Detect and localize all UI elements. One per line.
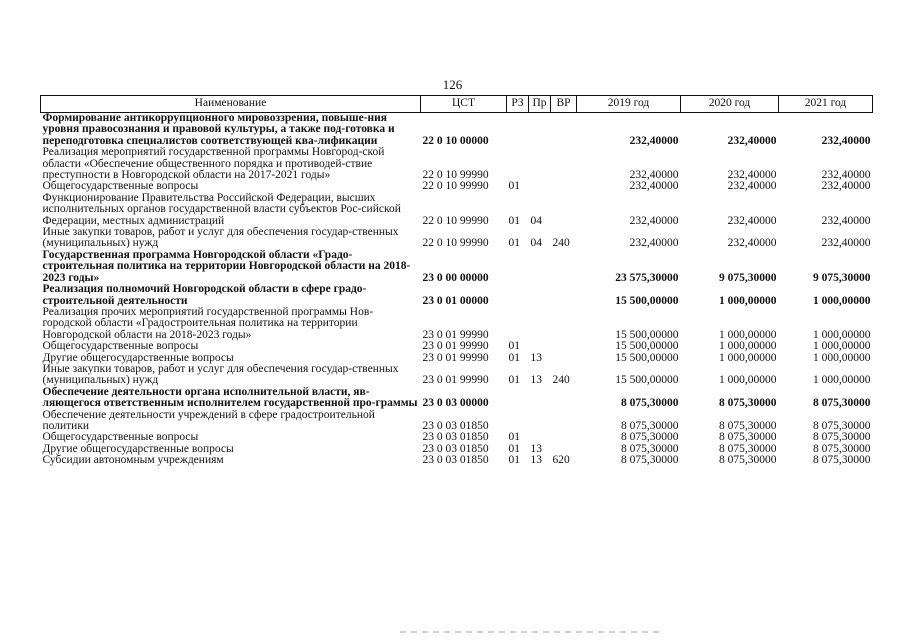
cell-rz: 01 [508, 237, 520, 250]
cell-name: Иные закупки товаров, работ и услуг для обеспечения государ-ственных (муниципальных) нужд [42, 362, 399, 387]
cell-rz: 01 [508, 454, 520, 467]
cell-2021: 232,40000 [821, 214, 871, 227]
cell-2021: 232,40000 [821, 180, 871, 193]
cell-rz: 01 [508, 351, 520, 364]
cell-name: Другие общегосударственные вопросы [42, 351, 234, 364]
budget-table [40, 95, 873, 467]
cell-pr [529, 307, 551, 341]
cell-cst: 23 0 03 01850 [422, 454, 489, 467]
cell-2019: 8 075,30000 [621, 419, 679, 432]
cell-cst: 23 0 03 01850 [422, 442, 489, 455]
cell-cst: 23 0 01 99990 [422, 340, 489, 353]
cell-name: Другие общегосударственные вопросы [42, 442, 234, 455]
cell-2020: 232,40000 [727, 169, 777, 182]
cell-cst: 23 0 01 00000 [422, 294, 489, 307]
cell-2020: 1 000,00000 [719, 374, 777, 387]
cell-2020: 232,40000 [727, 237, 777, 250]
cell-2021: 8 075,30000 [813, 442, 871, 455]
cell-name: Государственная программа Новгородской области «Градо-строительная политика на территории Новгородской области на 2018-2023 годы» [42, 248, 411, 284]
header-pr: Пр [529, 96, 551, 113]
cell-vr: 620 [552, 454, 570, 467]
cell-cst: 22 0 10 99990 [422, 237, 489, 250]
cell-pr: 13 [530, 442, 542, 455]
cell-cst: 23 0 01 99990 [422, 374, 489, 387]
cell-name: Общегосударственные вопросы [42, 340, 199, 353]
cell-2021: 232,40000 [821, 237, 871, 250]
cell-2021: 1 000,00000 [813, 374, 871, 387]
header-2019: 2019 год [577, 96, 681, 113]
cell-pr: 13 [530, 351, 542, 364]
table-row [41, 113, 873, 148]
cell-vr [551, 410, 577, 433]
cell-pr [529, 250, 551, 284]
cell-name: Субсидии автономным учреждениям [42, 454, 224, 467]
cell-name: Реализация полномочий Новгородской области в сфере градо-строительной деятельности [42, 283, 367, 307]
cell-2021: 9 075,30000 [813, 271, 871, 284]
cell-pr: 13 [530, 374, 542, 387]
cell-name: Общегосударственные вопросы [42, 431, 199, 444]
cell-name: Обеспечение деятельности учреждений в сфере градостроительной политики [42, 408, 375, 432]
cell-rz [507, 307, 529, 341]
cell-vr: 240 [552, 374, 570, 387]
cell-vr [551, 341, 577, 352]
cell-2019: 232,40000 [629, 134, 679, 147]
cell-rz [507, 113, 529, 148]
cell-2019: 8 075,30000 [621, 431, 679, 444]
table-row [41, 410, 873, 433]
table-row [41, 227, 873, 250]
page-number: 126 [442, 77, 463, 92]
cell-cst: 23 0 03 01850 [422, 419, 489, 432]
cell-2019: 232,40000 [629, 180, 679, 193]
cell-rz: 01 [508, 340, 520, 353]
cell-pr [529, 410, 551, 433]
cell-2021: 1 000,00000 [813, 340, 871, 353]
table-body [41, 113, 873, 467]
cell-2020: 9 075,30000 [719, 271, 777, 284]
cell-2020: 8 075,30000 [719, 454, 777, 467]
cell-vr [551, 113, 577, 148]
cell-pr [529, 387, 551, 410]
cell-2021: 1 000,00000 [813, 328, 871, 341]
cell-2020: 232,40000 [727, 214, 777, 227]
cell-2021: 1 000,00000 [813, 294, 871, 307]
cell-rz [507, 387, 529, 410]
cell-2021: 1 000,00000 [813, 351, 871, 364]
cell-rz [507, 410, 529, 433]
cell-pr: 13 [530, 454, 542, 467]
cell-2019: 15 500,00000 [615, 294, 679, 307]
cell-cst: 22 0 10 99990 [422, 214, 489, 227]
cell-vr [551, 250, 577, 284]
cell-2020: 1 000,00000 [719, 328, 777, 341]
cell-rz [507, 250, 529, 284]
cell-2019: 8 075,30000 [621, 397, 679, 410]
cell-2019: 15 500,00000 [615, 340, 679, 353]
cell-2020: 8 075,30000 [719, 442, 777, 455]
cell-2020: 232,40000 [727, 180, 777, 193]
scan-artifact [400, 631, 660, 633]
cell-vr [551, 193, 577, 227]
table-row [41, 387, 873, 410]
table-row [41, 455, 873, 466]
cell-2020: 1 000,00000 [719, 340, 777, 353]
cell-vr [551, 432, 577, 443]
cell-2020: 8 075,30000 [719, 419, 777, 432]
cell-2021: 8 075,30000 [813, 431, 871, 444]
cell-name: Реализация прочих мероприятий государственной программы Нов-городской области «Градостроительная политика на территории Новгородской области на 2018-2023 годы» [42, 305, 374, 341]
cell-name: Иные закупки товаров, работ и услуг для обеспечения государ-ственных (муниципальных) нужд [42, 226, 399, 250]
cell-rz: 01 [508, 431, 520, 444]
cell-cst: 23 0 03 01850 [422, 431, 489, 444]
table-row [41, 193, 873, 227]
cell-pr [529, 113, 551, 148]
cell-2019: 232,40000 [629, 237, 679, 250]
cell-2019: 232,40000 [629, 169, 679, 182]
cell-cst: 22 0 10 00000 [422, 134, 489, 147]
cell-pr: 04 [530, 214, 542, 227]
cell-vr [551, 307, 577, 341]
header-2020: 2020 год [681, 96, 779, 113]
cell-pr [529, 284, 551, 307]
cell-2019: 15 500,00000 [615, 351, 679, 364]
cell-rz: 01 [508, 214, 520, 227]
cell-2021: 8 075,30000 [813, 454, 871, 467]
cell-2019: 232,40000 [629, 214, 679, 227]
cell-rz: 01 [508, 442, 520, 455]
cell-name: Реализация мероприятий государственной программы Новгород-ской области «Обеспечение общественного порядка и противодей-ствие преступности в Новгородской области на 2017-2021 годы» [42, 146, 385, 182]
cell-vr [551, 147, 577, 181]
table-row [41, 364, 873, 387]
cell-2020: 8 075,30000 [719, 397, 777, 410]
cell-cst: 22 0 10 99990 [422, 180, 489, 193]
header-name: Наименование [41, 96, 421, 113]
cell-name: Формирование антикоррупционного мировоззрения, повыше-ния уровня правосознания и правовой культуры, а также под-готовка и переподготовка специалистов соответствующей ква-лификации [42, 112, 395, 147]
header-vr: ВР [551, 96, 577, 113]
header-2021: 2021 год [779, 96, 873, 113]
cell-2020: 8 075,30000 [719, 431, 777, 444]
table-row [41, 307, 873, 341]
cell-cst: 23 0 01 99990 [422, 351, 489, 364]
cell-cst: 23 0 01 99990 [422, 328, 489, 341]
cell-vr [551, 387, 577, 410]
cell-2019: 8 075,30000 [621, 454, 679, 467]
cell-2021: 8 075,30000 [813, 397, 871, 410]
cell-vr [551, 284, 577, 307]
cell-2019: 15 500,00000 [615, 374, 679, 387]
cell-vr [551, 181, 577, 192]
cell-pr [529, 181, 551, 192]
cell-name: Обеспечение деятельности органа исполнительной власти, яв-ляющегося ответственным исполнителем государственной про-граммы [42, 385, 418, 410]
cell-rz [507, 147, 529, 181]
cell-2021: 8 075,30000 [813, 419, 871, 432]
table-row [41, 341, 873, 352]
table-row [41, 284, 873, 307]
cell-vr [551, 353, 577, 364]
cell-2020: 1 000,00000 [719, 294, 777, 307]
cell-rz [507, 284, 529, 307]
cell-pr [529, 341, 551, 352]
cell-cst: 22 0 10 99990 [422, 169, 489, 182]
table-header-row [41, 96, 873, 113]
cell-cst: 23 0 00 00000 [422, 271, 489, 284]
cell-2019: 15 500,00000 [615, 328, 679, 341]
header-rz: РЗ [507, 96, 529, 113]
cell-pr [529, 147, 551, 181]
cell-2021: 232,40000 [821, 134, 871, 147]
cell-2021: 232,40000 [821, 169, 871, 182]
table-row [41, 147, 873, 181]
header-cst: ЦСТ [421, 96, 507, 113]
cell-rz: 01 [508, 374, 520, 387]
cell-vr: 240 [552, 237, 570, 250]
cell-2019: 8 075,30000 [621, 442, 679, 455]
cell-rz: 01 [508, 180, 520, 193]
cell-pr: 04 [530, 237, 542, 250]
table-row [41, 250, 873, 284]
cell-name: Общегосударственные вопросы [42, 180, 199, 193]
cell-name: Функционирование Правительства Российской Федерации, высших исполнительных органов государственной власти субъектов Рос-сийской Федерации, местных администраций [42, 191, 401, 227]
cell-2020: 1 000,00000 [719, 351, 777, 364]
cell-2020: 232,40000 [727, 134, 777, 147]
cell-cst: 23 0 03 00000 [422, 397, 489, 410]
cell-2019: 23 575,30000 [615, 271, 679, 284]
